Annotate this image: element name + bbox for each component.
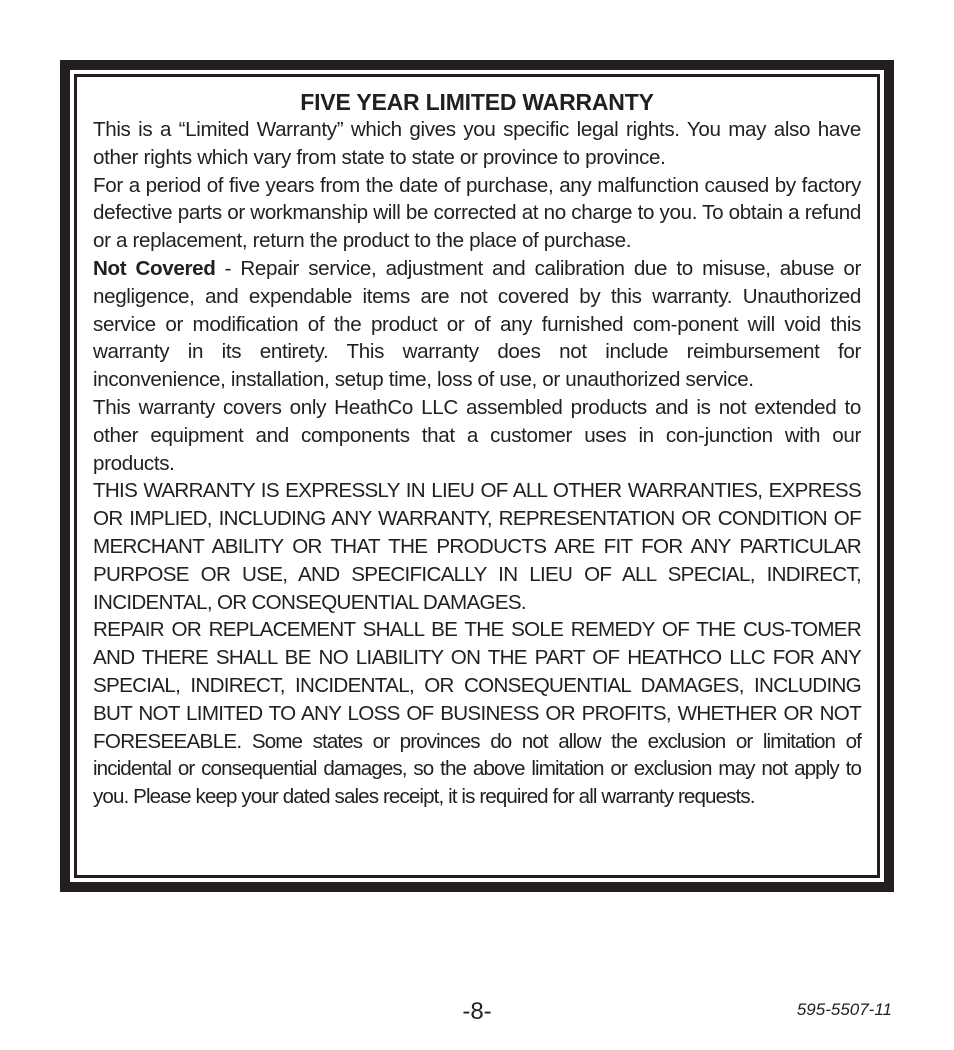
document-code: 595-5507-11 xyxy=(796,1000,892,1019)
not-covered-label: Not Covered xyxy=(93,256,216,280)
warranty-frame-inner xyxy=(70,70,884,882)
not-covered-text: - Repair service, adjustment and calibration due to misuse, abuse or negligence, and expendable items are not covered by this warranty. Unauthorized service or modification of the product or of any furnished com-ponent will void this warranty in its entirety. This warranty does not include reimbursement for inconvenience, installation, setup time, loss of use, or unauthorized service. xyxy=(93,256,861,392)
warranty-paragraph-remedy xyxy=(93,616,861,811)
warranty-paragraph-period: For a period of five years from the date of purchase, any malfunction caused by factory defective parts or workmanship will be corrected at no charge to you. To obtain a refund or a replacement, return the product to the place of purchase. xyxy=(93,173,861,253)
warranty-paragraph-scope: This warranty covers only HeathCo LLC assembled products and is not extended to other equipment and components that a customer uses in con-junction with our products. xyxy=(93,395,861,475)
remedy-text: Some states or provinces do not allow the exclusion or limitation of incidental or consequential damages, so the above limitation or exclusion may not apply to you. Please keep your dated sales receipt, it is required for all warranty requests. xyxy=(93,729,861,809)
warranty-paragraph-not-covered xyxy=(93,255,861,394)
warranty-title: FIVE YEAR LIMITED WARRANTY xyxy=(300,89,654,115)
warranty-paragraph-rights: This is a “Limited Warranty” which gives you specific legal rights. You may also have other rights which vary from state to state or province to province. xyxy=(93,118,861,169)
warranty-frame-outer xyxy=(60,60,894,892)
page-number: -8- xyxy=(462,998,492,1025)
remedy-caps-text: REPAIR OR REPLACEMENT SHALL BE THE SOLE REMEDY OF THE CUS-TOMER AND THERE SHALL BE NO LIABILITY ON THE PART OF HEATHCO LLC FOR ANY SPECIAL, INDIRECT, INCIDENTAL, OR CONSEQUENTIAL DAMAGES, INCLUDING BUT NOT LIMITED TO ANY LOSS OF BUSINESS OR PROFITS, WHETHER OR NOT FORESEEABLE. xyxy=(93,618,861,753)
warranty-paragraph-disclaimer: THIS WARRANTY IS EXPRESSLY IN LIEU OF ALL OTHER WARRANTIES, EXPRESS OR IMPLIED, INCLUDING ANY WARRANTY, REPRESENTATION OR CONDITION OF MERCHANT ABILITY OR THAT THE PRODUCTS ARE FIT FOR ANY PARTICULAR PURPOSE OR USE, AND SPECIFICALLY IN LIEU OF ALL SPECIAL, INDIRECT, INCIDENTAL, OR CONSEQUENTIAL DAMAGES. xyxy=(93,479,861,614)
warranty-box xyxy=(74,74,880,878)
